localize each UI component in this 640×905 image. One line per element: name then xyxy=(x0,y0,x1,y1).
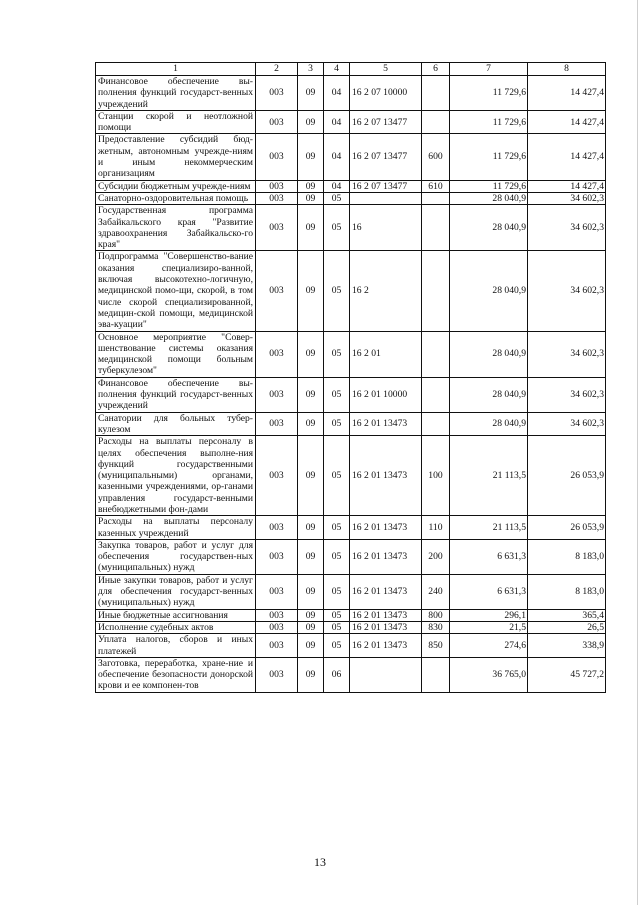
target-article-cell: 16 2 07 13477 xyxy=(350,110,422,134)
item-name-cell: Финансовое обеспечение вы-полнения функций государст-венных учреждений xyxy=(96,377,256,412)
ministry-code-cell: 003 xyxy=(256,516,298,540)
amount-year2-cell: 8 183,0 xyxy=(528,574,606,609)
amount-year2-cell: 34 602,3 xyxy=(528,205,606,251)
item-name-cell: Заготовка, переработка, хране-ние и обеспечение безопасности донорской крови и ее компонен-тов xyxy=(96,657,256,692)
target-article-cell: 16 2 01 13473 xyxy=(350,539,422,574)
amount-year1-cell: 28 040,9 xyxy=(450,251,528,331)
section-code-cell: 09 xyxy=(298,110,324,134)
table-row xyxy=(96,134,606,180)
subsection-code-cell: 04 xyxy=(324,110,350,134)
section-code-cell: 09 xyxy=(298,134,324,180)
target-article-cell: 16 2 01 13473 xyxy=(350,609,422,621)
table-row xyxy=(96,539,606,574)
subsection-code-cell: 05 xyxy=(324,539,350,574)
section-code-cell: 09 xyxy=(298,539,324,574)
target-article-cell: 16 2 07 10000 xyxy=(350,76,422,111)
amount-year1-cell: 11 729,6 xyxy=(450,134,528,180)
header-cell: 8 xyxy=(528,63,606,76)
header-cell: 2 xyxy=(256,63,298,76)
item-name-cell: Санаторно-оздоровительная помощь xyxy=(96,192,256,204)
table-row xyxy=(96,331,606,377)
section-code-cell: 09 xyxy=(298,251,324,331)
expense-type-cell: 110 xyxy=(422,516,450,540)
target-article-cell: 16 2 01 13473 xyxy=(350,574,422,609)
section-code-cell: 09 xyxy=(298,609,324,621)
target-article-cell: 16 2 xyxy=(350,251,422,331)
scan-edge-line xyxy=(637,0,638,905)
section-code-cell: 09 xyxy=(298,76,324,111)
subsection-code-cell: 04 xyxy=(324,134,350,180)
expense-type-cell xyxy=(422,205,450,251)
amount-year2-cell: 14 427,4 xyxy=(528,110,606,134)
amount-year1-cell: 28 040,9 xyxy=(450,331,528,377)
subsection-code-cell: 05 xyxy=(324,251,350,331)
amount-year1-cell: 6 631,3 xyxy=(450,539,528,574)
table-body xyxy=(96,63,606,693)
subsection-code-cell: 05 xyxy=(324,634,350,658)
amount-year2-cell: 34 602,3 xyxy=(528,192,606,204)
ministry-code-cell: 003 xyxy=(256,251,298,331)
item-name-cell: Предоставление субсидий бюд-жетным, автономным учрежде-ниям и иным некоммерческим организациям xyxy=(96,134,256,180)
subsection-code-cell: 05 xyxy=(324,412,350,436)
amount-year1-cell: 28 040,9 xyxy=(450,412,528,436)
ministry-code-cell: 003 xyxy=(256,574,298,609)
table-row xyxy=(96,657,606,692)
item-name-cell: Уплата налогов, сборов и иных платежей xyxy=(96,634,256,658)
expense-type-cell xyxy=(422,110,450,134)
amount-year2-cell: 34 602,3 xyxy=(528,251,606,331)
header-cell: 7 xyxy=(450,63,528,76)
amount-year2-cell: 45 727,2 xyxy=(528,657,606,692)
section-code-cell: 09 xyxy=(298,621,324,633)
section-code-cell: 09 xyxy=(298,180,324,192)
amount-year1-cell: 28 040,9 xyxy=(450,192,528,204)
item-name-cell: Государственная программа Забайкальского края "Развитие здравоохранения Забайкальско-го края" xyxy=(96,205,256,251)
table-row xyxy=(96,251,606,331)
ministry-code-cell: 003 xyxy=(256,76,298,111)
amount-year2-cell: 14 427,4 xyxy=(528,76,606,111)
amount-year1-cell: 11 729,6 xyxy=(450,180,528,192)
subsection-code-cell: 05 xyxy=(324,621,350,633)
section-code-cell: 09 xyxy=(298,205,324,251)
expense-type-cell xyxy=(422,331,450,377)
subsection-code-cell: 04 xyxy=(324,180,350,192)
table-row xyxy=(96,110,606,134)
target-article-cell xyxy=(350,657,422,692)
expense-type-cell: 100 xyxy=(422,436,450,516)
amount-year1-cell: 21,5 xyxy=(450,621,528,633)
table-row xyxy=(96,412,606,436)
header-cell: 6 xyxy=(422,63,450,76)
subsection-code-cell: 05 xyxy=(324,377,350,412)
subsection-code-cell: 05 xyxy=(324,574,350,609)
expense-type-cell xyxy=(422,76,450,111)
amount-year1-cell: 11 729,6 xyxy=(450,110,528,134)
amount-year1-cell: 28 040,9 xyxy=(450,205,528,251)
subsection-code-cell: 05 xyxy=(324,192,350,204)
target-article-cell: 16 2 01 xyxy=(350,331,422,377)
item-name-cell: Расходы на выплаты персоналу казенных учреждений xyxy=(96,516,256,540)
ministry-code-cell: 003 xyxy=(256,134,298,180)
section-code-cell: 09 xyxy=(298,331,324,377)
header-row xyxy=(96,63,606,76)
subsection-code-cell: 05 xyxy=(324,609,350,621)
table-row xyxy=(96,436,606,516)
table-row xyxy=(96,192,606,204)
table-row xyxy=(96,377,606,412)
target-article-cell: 16 2 01 10000 xyxy=(350,377,422,412)
header-cell: 4 xyxy=(324,63,350,76)
target-article-cell: 16 2 01 13473 xyxy=(350,516,422,540)
expense-type-cell: 830 xyxy=(422,621,450,633)
item-name-cell: Санатории для больных тубер-кулезом xyxy=(96,412,256,436)
table-row xyxy=(96,574,606,609)
header-cell: 3 xyxy=(298,63,324,76)
section-code-cell: 09 xyxy=(298,634,324,658)
expense-type-cell xyxy=(422,377,450,412)
amount-year2-cell: 8 183,0 xyxy=(528,539,606,574)
amount-year1-cell: 274,6 xyxy=(450,634,528,658)
amount-year1-cell: 21 113,5 xyxy=(450,516,528,540)
expense-type-cell xyxy=(422,192,450,204)
amount-year2-cell: 365,4 xyxy=(528,609,606,621)
ministry-code-cell: 003 xyxy=(256,377,298,412)
table-row xyxy=(96,621,606,633)
section-code-cell: 09 xyxy=(298,436,324,516)
amount-year2-cell: 338,9 xyxy=(528,634,606,658)
amount-year2-cell: 34 602,3 xyxy=(528,331,606,377)
target-article-cell: 16 2 01 13473 xyxy=(350,436,422,516)
table-row xyxy=(96,205,606,251)
item-name-cell: Исполнение судебных актов xyxy=(96,621,256,633)
ministry-code-cell: 003 xyxy=(256,621,298,633)
amount-year2-cell: 14 427,4 xyxy=(528,134,606,180)
ministry-code-cell: 003 xyxy=(256,539,298,574)
item-name-cell: Расходы на выплаты персоналу в целях обеспечения выполне-ния функций государственными (муниципальными) органами, казенными учреждениями, ор-ганами управления государст-венными внебюджетными фон-дами xyxy=(96,436,256,516)
ministry-code-cell: 003 xyxy=(256,331,298,377)
ministry-code-cell: 003 xyxy=(256,609,298,621)
table-row xyxy=(96,516,606,540)
item-name-cell: Иные бюджетные ассигнования xyxy=(96,609,256,621)
item-name-cell: Закупка товаров, работ и услуг для обеспечения государствен-ных (муниципальных) нужд xyxy=(96,539,256,574)
subsection-code-cell: 05 xyxy=(324,205,350,251)
section-code-cell: 09 xyxy=(298,377,324,412)
ministry-code-cell: 003 xyxy=(256,205,298,251)
section-code-cell: 09 xyxy=(298,657,324,692)
amount-year1-cell: 28 040,9 xyxy=(450,377,528,412)
expense-type-cell xyxy=(422,251,450,331)
amount-year2-cell: 34 602,3 xyxy=(528,377,606,412)
expense-type-cell xyxy=(422,657,450,692)
table-row xyxy=(96,634,606,658)
item-name-cell: Станции скорой и неотложной помощи xyxy=(96,110,256,134)
expense-type-cell: 600 xyxy=(422,134,450,180)
header-cell: 5 xyxy=(350,63,422,76)
ministry-code-cell: 003 xyxy=(256,192,298,204)
target-article-cell: 16 2 01 13473 xyxy=(350,621,422,633)
table-row xyxy=(96,180,606,192)
target-article-cell xyxy=(350,192,422,204)
subsection-code-cell: 05 xyxy=(324,436,350,516)
ministry-code-cell: 003 xyxy=(256,110,298,134)
ministry-code-cell: 003 xyxy=(256,634,298,658)
item-name-cell: Финансовое обеспечение вы-полнения функций государст-венных учреждений xyxy=(96,76,256,111)
expense-type-cell: 850 xyxy=(422,634,450,658)
amount-year1-cell: 6 631,3 xyxy=(450,574,528,609)
ministry-code-cell: 003 xyxy=(256,657,298,692)
ministry-code-cell: 003 xyxy=(256,180,298,192)
item-name-cell: Подпрограмма "Совершенство-вание оказания специализиро-ванной, включая высокотехно-логичную, медицинской помо-щи, скорой, в том числе скорой специализированной, медицин-ской помощи, медицинской эва-куации" xyxy=(96,251,256,331)
target-article-cell: 16 xyxy=(350,205,422,251)
table-row xyxy=(96,609,606,621)
item-name-cell: Иные закупки товаров, работ и услуг для обеспечения государст-венных (муниципальных) нужд xyxy=(96,574,256,609)
table-row xyxy=(96,76,606,111)
target-article-cell: 16 2 07 13477 xyxy=(350,180,422,192)
page-number: 13 xyxy=(314,855,326,869)
header-cell: 1 xyxy=(96,63,256,76)
section-code-cell: 09 xyxy=(298,192,324,204)
expense-type-cell: 610 xyxy=(422,180,450,192)
amount-year2-cell: 26 053,9 xyxy=(528,516,606,540)
amount-year1-cell: 21 113,5 xyxy=(450,436,528,516)
item-name-cell: Основное мероприятие "Совер-шенствование системы оказания медицинской помощи больным туберкулезом" xyxy=(96,331,256,377)
amount-year2-cell: 26,5 xyxy=(528,621,606,633)
expense-type-cell xyxy=(422,412,450,436)
amount-year2-cell: 26 053,9 xyxy=(528,436,606,516)
amount-year1-cell: 11 729,6 xyxy=(450,76,528,111)
subsection-code-cell: 06 xyxy=(324,657,350,692)
section-code-cell: 09 xyxy=(298,516,324,540)
expense-type-cell: 800 xyxy=(422,609,450,621)
subsection-code-cell: 05 xyxy=(324,516,350,540)
target-article-cell: 16 2 07 13477 xyxy=(350,134,422,180)
amount-year1-cell: 296,1 xyxy=(450,609,528,621)
expense-type-cell: 200 xyxy=(422,539,450,574)
subsection-code-cell: 04 xyxy=(324,76,350,111)
item-name-cell: Субсидии бюджетным учрежде-ниям xyxy=(96,180,256,192)
section-code-cell: 09 xyxy=(298,574,324,609)
expense-type-cell: 240 xyxy=(422,574,450,609)
amount-year1-cell: 36 765,0 xyxy=(450,657,528,692)
subsection-code-cell: 05 xyxy=(324,331,350,377)
target-article-cell: 16 2 01 13473 xyxy=(350,412,422,436)
budget-table xyxy=(95,62,606,693)
amount-year2-cell: 14 427,4 xyxy=(528,180,606,192)
amount-year2-cell: 34 602,3 xyxy=(528,412,606,436)
section-code-cell: 09 xyxy=(298,412,324,436)
ministry-code-cell: 003 xyxy=(256,436,298,516)
target-article-cell: 16 2 01 13473 xyxy=(350,634,422,658)
ministry-code-cell: 003 xyxy=(256,412,298,436)
